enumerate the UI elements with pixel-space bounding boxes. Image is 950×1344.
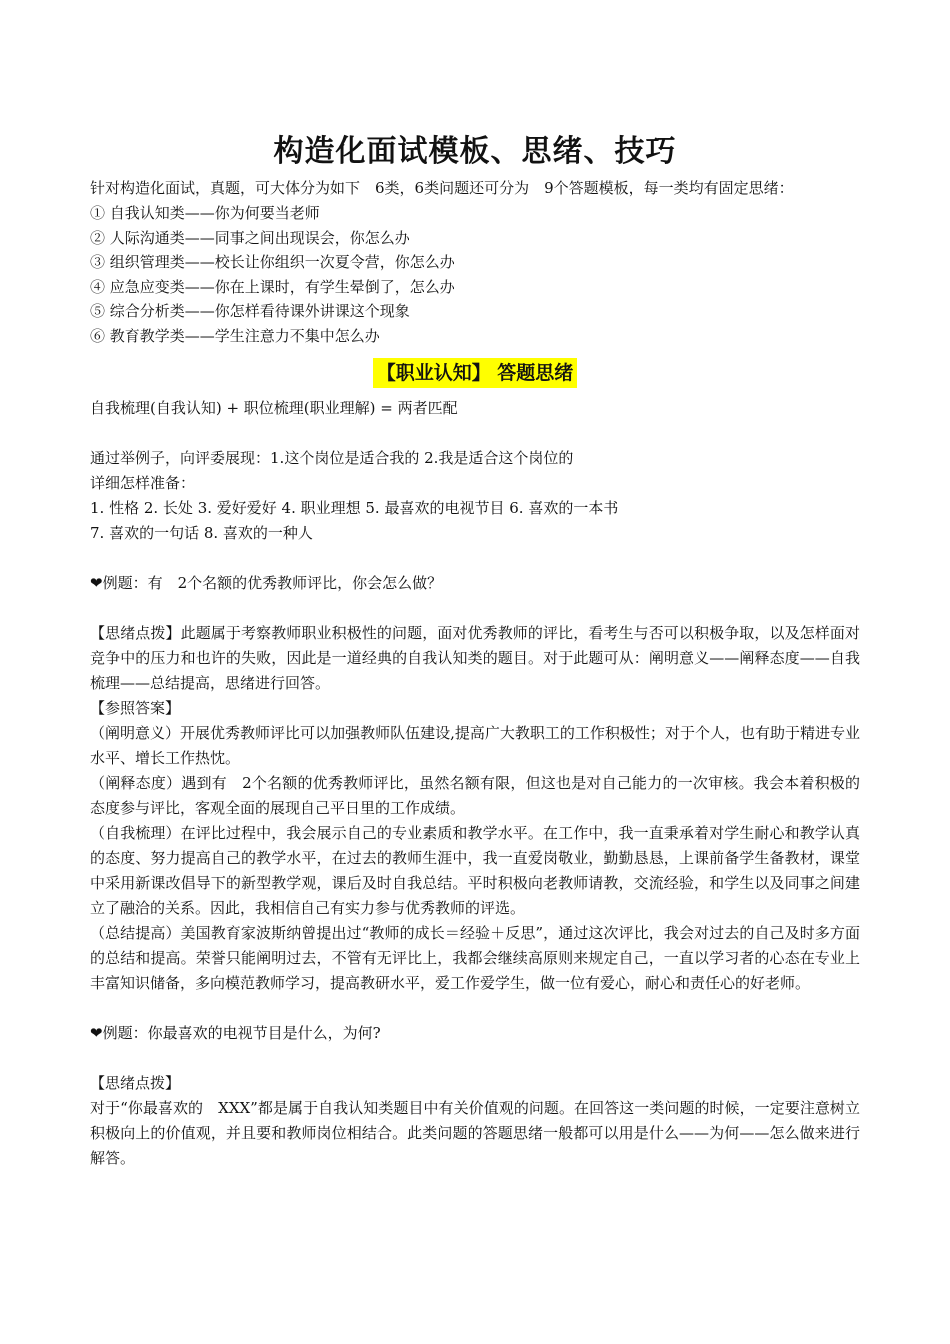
prep-label: 详细怎样准备： [90, 474, 196, 492]
blank-line [90, 996, 860, 1021]
hint-label: 【思绪点拨】 [90, 1074, 181, 1092]
document-title: 构造化面试模板、思绪、技巧 [273, 134, 677, 169]
example-hint: 【思绪点拨】此题属于考察教师职业积极性的问题，面对优秀教师的评比，看考生与否可以积极争取，以及怎样面对竞争中的压力和也许的失败，因此是一道经典的自我认知类的题目。对于此题可从：阐明意义——阐释态度——自我梳理——总结提高，思绪进行回答。 [90, 624, 860, 692]
category-item: ③ 组织管理类——校长让你组织一次夏令营，你怎么办 [90, 253, 455, 271]
blank-line [90, 596, 860, 621]
answer-label: 【参照答案】 [90, 699, 181, 717]
answer-paragraph: （总结提高）美国教育家波斯纳曾提出过“教师的成长＝经验＋反思”，通过这次评比，我会对过去的自己及时多方面的总结和提高。荣誉只能阐明过去，不管有无评比上，我都会继续高原则来规定自己，一直以学习者的心态在专业上丰富知识储备，多向模范教师学习，提高教研水平，爱工作爱学生，做一位有爱心，耐心和责任心的好老师。 [90, 924, 860, 992]
category-list [90, 201, 860, 348]
example-question: ❤例题：有 2个名额的优秀教师评比，你会怎么做？ [90, 574, 443, 592]
section-heading-wrap [90, 358, 860, 388]
prep-line: 7. 喜欢的一句话 8. 喜欢的一种人 [90, 524, 313, 542]
category-item: ④ 应急应变类——你在上课时，有学生晕倒了，怎么办 [90, 277, 455, 296]
category-item: ② 人际沟通类——同事之间出现误会，你怎么办 [90, 228, 410, 247]
answer-paragraph: （阐明意义）开展优秀教师评比可以加强教师队伍建设,提高广大教职工的工作积极性；对于个人，也有助于精进专业水平、增长工作热忱。 [90, 724, 860, 767]
example-question: ❤例题：你最喜欢的电视节目是什么，为何? [90, 1024, 381, 1042]
category-item: ⑤ 综合分析类——你怎样看待课外讲课这个现象 [90, 302, 410, 320]
example-hint: 对于“你最喜欢的 XXX”都是属于自我认知类题目中有关价值观的问题。在回答这一类问题的时候，一定要注意树立积极向上的价值观，并且要和教师岗位相结合。此类问题的答题思绪一般都可以用是什么——为何——怎么做来进行解答。 [90, 1099, 860, 1167]
intro-paragraph: 针对构造化面试，真题，可大体分为如下 6类，6类问题还可分为 9个答题模板，每一类均有固定思绪： [90, 179, 794, 197]
blank-line [90, 546, 860, 571]
prep-line: 1. 性格 2. 长处 3. 爱好爱好 4. 职业理想 5. 最喜欢的电视节目 6. 喜欢的一本书 [90, 499, 619, 517]
formula-line: 自我梳理(自我认知) + 职位梳理(职业理解) = 两者匹配 [90, 399, 458, 417]
answer-paragraph: （自我梳理）在评比过程中，我会展示自己的专业素质和教学水平。在工作中，我一直秉承着对学生耐心和教学认真的态度、努力提高自己的教学水平，在过去的教师生涯中，我一直爱岗敬业，勤勤恳恳，上课前备学生备教材，课堂中采用新课改倡导下的新型教学观，课后及时自我总结。平时积极向老教师请教，交流经验，和学生以及同事之间建立了融洽的关系。因此，我相信自己有实力参与优秀教师的评选。 [90, 824, 860, 917]
category-item: ⑥ 教育教学类——学生注意力不集中怎么办 [90, 326, 380, 345]
blank-line [90, 421, 860, 446]
answer-paragraph: （阐释态度）遇到有 2个名额的优秀教师评比，虽然名额有限，但这也是对自己能力的一次审核。我会本着积极的态度参与评比，客观全面的展现自己平日里的工作成绩。 [90, 774, 860, 817]
blank-line [90, 1046, 860, 1071]
category-item: ① 自我认知类——你为何要当老师 [90, 204, 320, 222]
section-heading: 【职业认知】 答题思绪 [373, 358, 578, 388]
document-page [90, 128, 860, 1171]
show-line: 通过举例子，向评委展现：1.这个岗位是适合我的 2.我是适合这个岗位的 [90, 449, 574, 467]
